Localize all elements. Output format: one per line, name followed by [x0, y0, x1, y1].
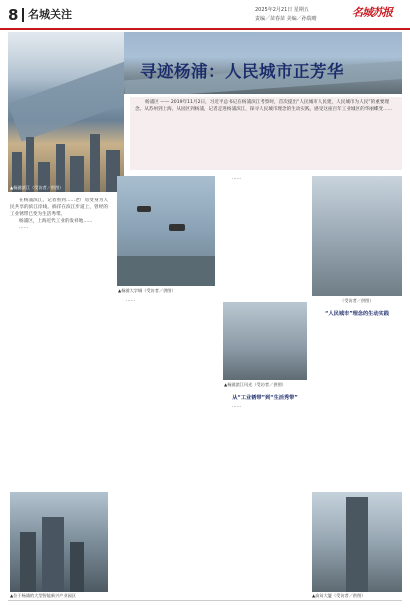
article-column-3: …… [232, 176, 242, 181]
right-photo-caption: （受访者／供图） [340, 298, 374, 303]
riverside-photo [223, 302, 307, 380]
drone-delivery-photo [117, 176, 215, 286]
drone-icon [137, 206, 151, 212]
top-photo-caption: ▲杨浦滨江（受访者／供图） [10, 185, 64, 190]
newspaper-logo: 名城苏报 [352, 6, 392, 19]
article-column-1: 在杨浦滨江，记者看到……老厂房变身为人民共享的滨江岸线。徜徉在滨江步道上，曾经的工业锈带已变为生活秀带。 杨浦区，上海近代工业的发祥地…… …… [10, 198, 108, 231]
page-number: 8 [8, 6, 19, 24]
drone-photo-caption: ▲杨浦大学城（受访者／供图） [118, 288, 176, 293]
article-column-2: …… [126, 298, 136, 303]
header-divider [22, 8, 24, 22]
footer-rule [8, 600, 402, 601]
editors-line: 责编／苗春苗 美编／孙瑞晴 [255, 16, 317, 22]
headline: 寻迹杨浦：人民城市正芳华 [140, 62, 344, 81]
riverside-photo-caption: ▲杨浦滨江风光（受访者／供图） [224, 382, 286, 387]
industrial-park-photo [10, 492, 108, 592]
article-column-3-lower: 从“工业锈带”到“生活秀带” …… [232, 395, 298, 409]
drone-icon [169, 224, 185, 231]
right-column-photo [312, 176, 402, 296]
issue-date: 2025年2月21日 星期五 [255, 7, 309, 13]
page-header [0, 0, 410, 30]
section-title: 名城关注 [28, 8, 72, 21]
industrial-park-caption: ▲位于杨浦的大型智能新兴产业园区 [10, 593, 77, 598]
article-column-4: “人民城市”理念的生动实践 [325, 311, 389, 317]
tower-photo [312, 492, 402, 592]
tower-photo-caption: ▲高耸大厦（受访者／供图） [312, 593, 366, 598]
aerial-photo-yangpu [8, 32, 124, 192]
lead-paragraph: 杨浦区 —— 2019年11月2日，习近平总书记在杨浦滨江考察时，首次提出“人民城市人民建，人民城市为人民”的重要理念。从苏州到上海，从园区到杨浦，记者走进杨浦滨江，探寻人民城市理念的生动实践，感受这座百年工业城区的华丽蝶变…… [130, 97, 402, 170]
